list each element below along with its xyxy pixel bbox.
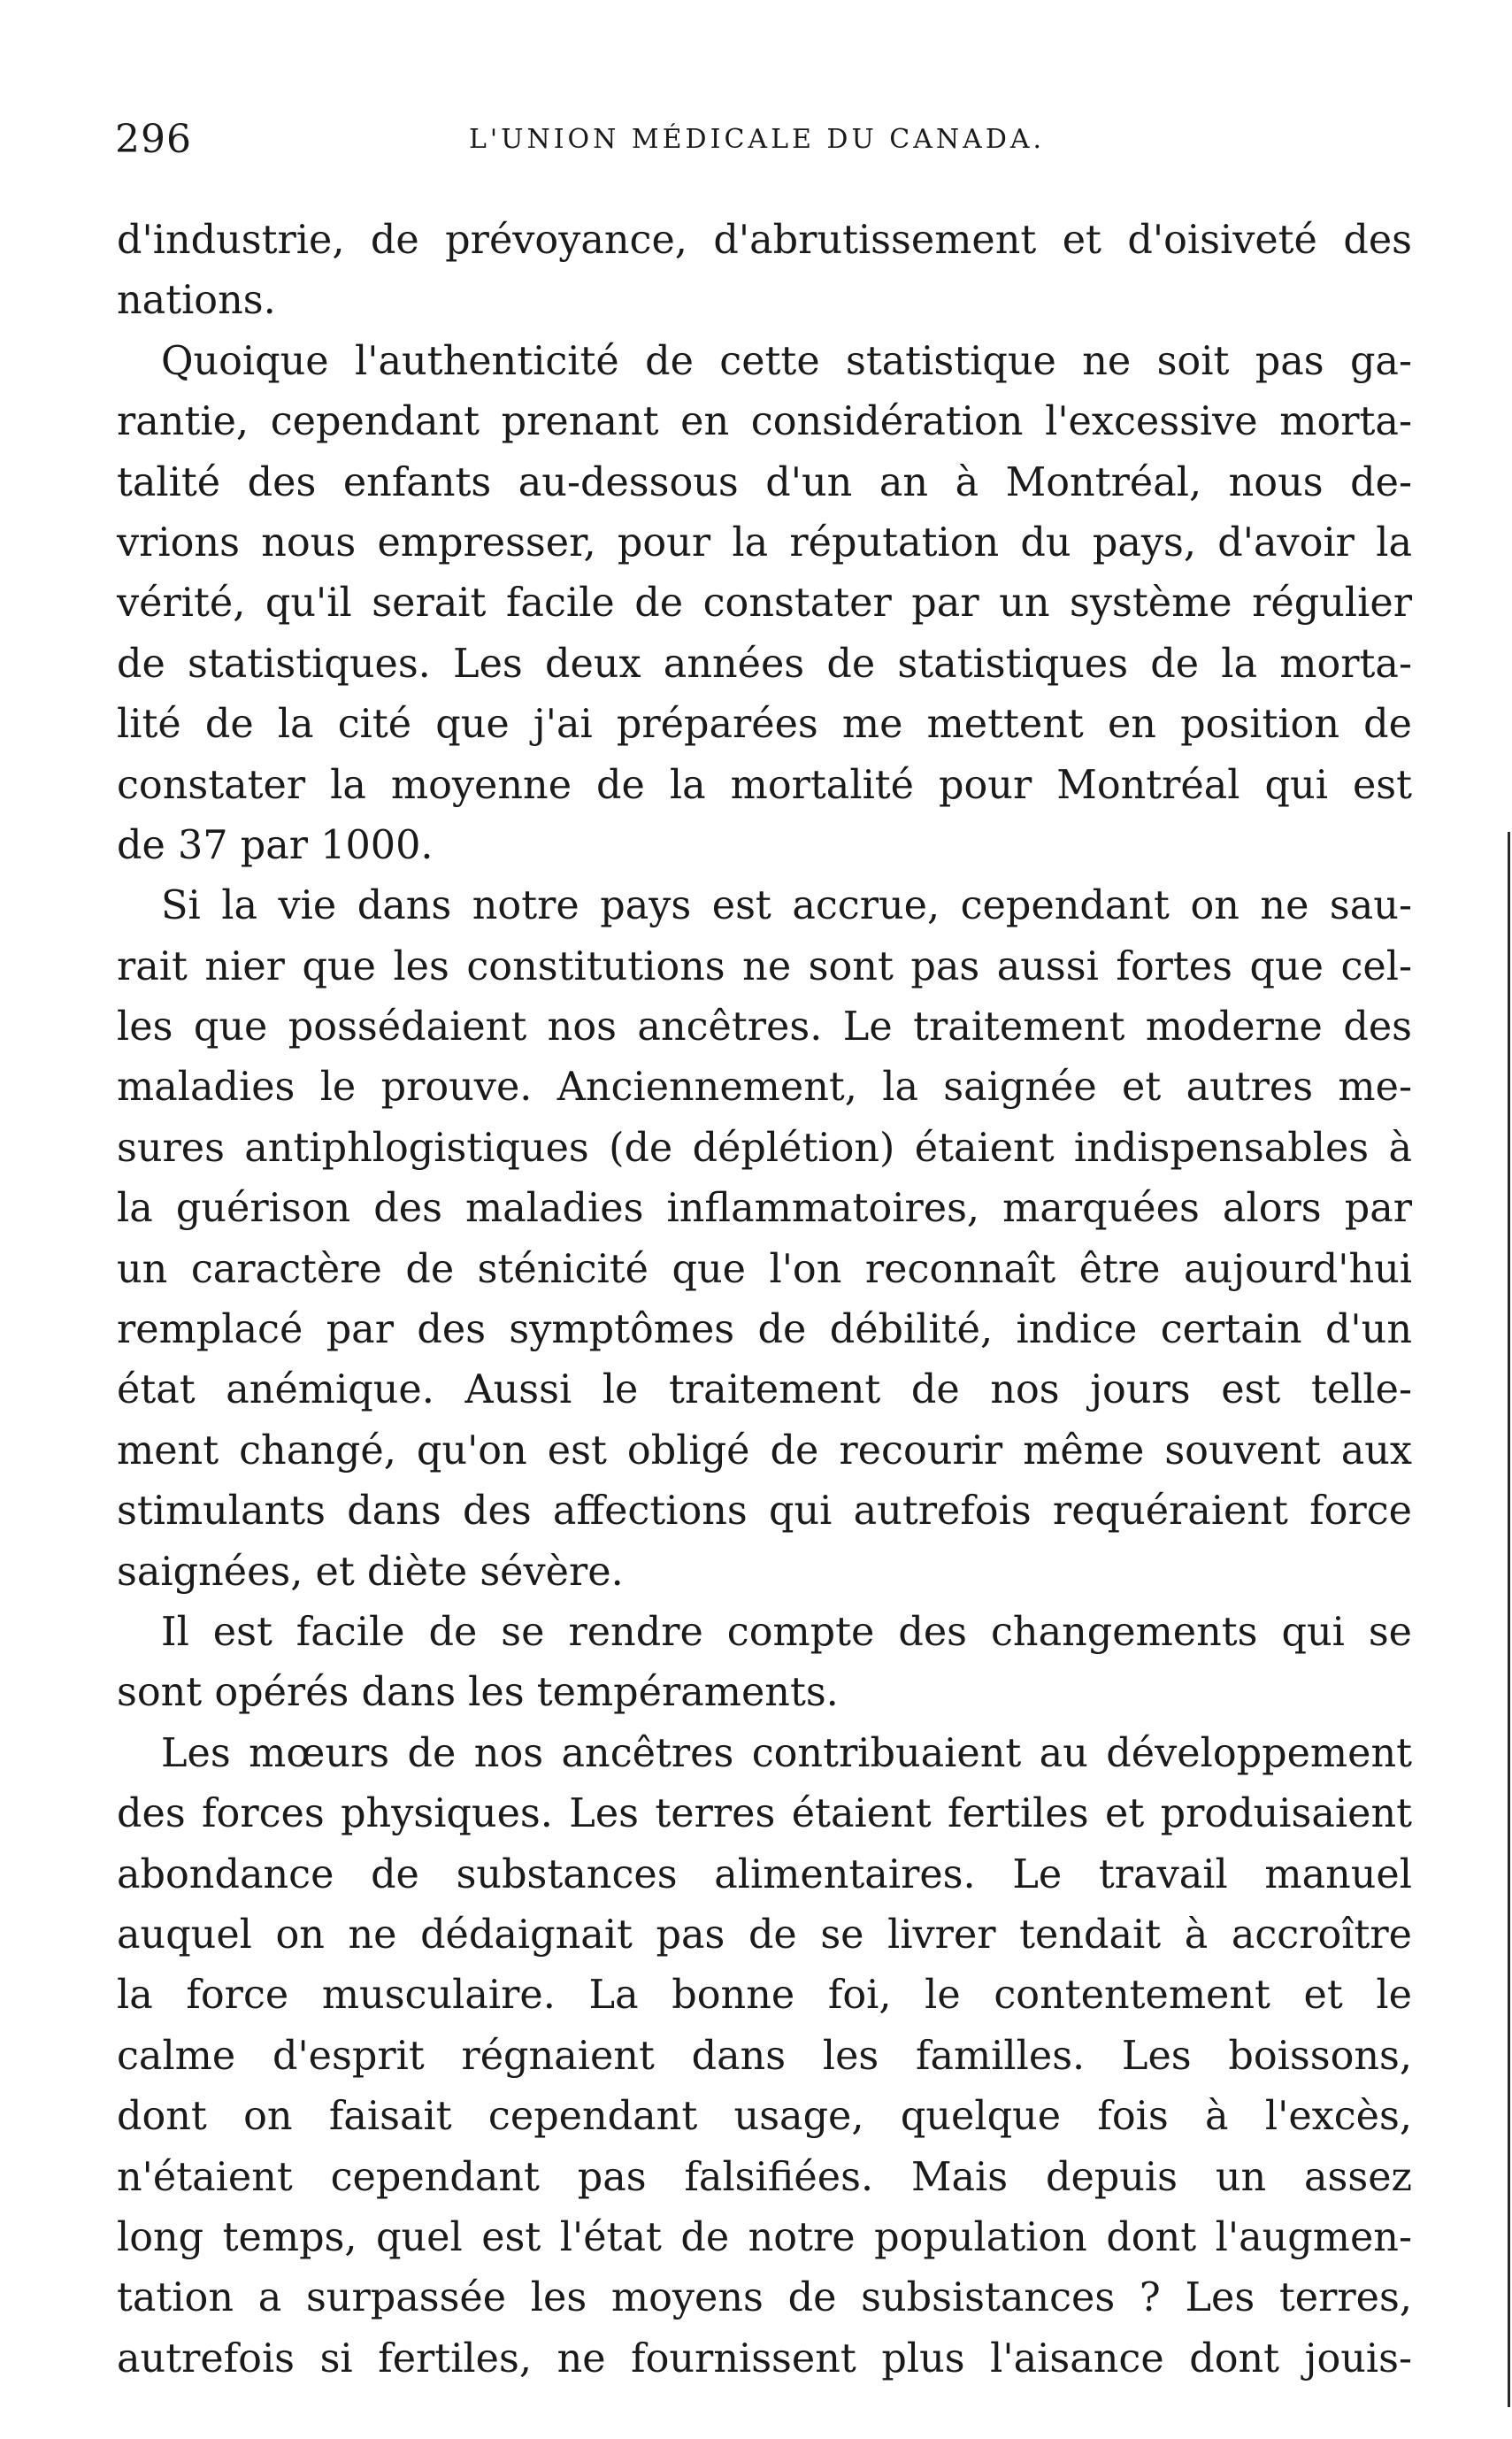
- text-line: autrefois si fertiles, ne fournissent plus l'aisance dont jouis-: [117, 2335, 1412, 2381]
- text-line: Si la vie dans notre pays est accrue, cependant on ne sau-: [161, 883, 1412, 929]
- text-line: tation a surpassée les moyens de subsistances ? Les terres,: [117, 2275, 1412, 2321]
- text-line: la guérison des maladies inflammatoires, marquées alors par: [117, 1186, 1412, 1232]
- text-line: rantie, cependant prenant en considération l'excessive morta-: [117, 399, 1412, 445]
- page-header: [115, 113, 1407, 166]
- text-line: long temps, quel est l'état de notre population dont l'augmen-: [117, 2214, 1412, 2260]
- text-line: la force musculaire. La bonne foi, le contentement et le: [117, 1973, 1412, 2019]
- text-line: remplacé par des symptômes de débilité, indice certain d'un: [117, 1307, 1412, 1353]
- text-line: ment changé, qu'on est obligé de recourir même souvent aux: [117, 1427, 1412, 1473]
- body-text: [117, 211, 1412, 2389]
- text-line: rait nier que les constitutions ne sont pas aussi fortes que cel-: [117, 943, 1412, 989]
- page-edge-rule: [1508, 832, 1510, 2407]
- text-line: de 37 par 1000.: [117, 822, 434, 868]
- text-line: Les mœurs de nos ancêtres contribuaient au développement: [161, 1730, 1412, 1776]
- text-line: vérité, qu'il serait facile de constater par un système régulier: [117, 581, 1412, 627]
- text-line: sures antiphlogistiques (de déplétion) étaient indispensables à: [117, 1125, 1412, 1171]
- text-line: vrions nous empresser, pour la réputation du pays, d'avoir la: [117, 519, 1412, 566]
- text-line: auquel on ne dédaignait pas de se livrer tendait à accroître: [117, 1912, 1412, 1958]
- text-line: de statistiques. Les deux années de statistiques de la morta-: [117, 641, 1412, 687]
- text-line: état anémique. Aussi le traitement de nos jours est telle-: [117, 1367, 1412, 1413]
- text-line: calme d'esprit régnaient dans les familles. Les boissons,: [117, 2033, 1412, 2079]
- text-line: les que possédaient nos ancêtres. Le traitement moderne des: [117, 1004, 1412, 1050]
- text-line: sont opérés dans les tempéraments.: [117, 1670, 839, 1716]
- text-line: d'industrie, de prévoyance, d'abrutissement et d'oisiveté des: [117, 218, 1412, 263]
- text-line: lité de la cité que j'ai préparées me mettent en position de: [117, 702, 1412, 748]
- text-line: un caractère de sténicité que l'on reconnaît être aujourd'hui: [117, 1246, 1412, 1292]
- text-line: abondance de substances alimentaires. Le travail manuel: [117, 1851, 1412, 1897]
- text-line: talité des enfants au-dessous d'un an à Montréal, nous de-: [117, 459, 1412, 505]
- text-line: constater la moyenne de la mortalité pour Montréal qui est: [117, 762, 1412, 808]
- text-line: saignées, et diète sévère.: [117, 1549, 624, 1595]
- text-line: maladies le prouve. Anciennement, la saignée et autres me-: [117, 1065, 1412, 1111]
- text-line: nations.: [117, 278, 276, 324]
- text-line: des forces physiques. Les terres étaient fertiles et produisaient: [117, 1791, 1412, 1837]
- text-line: dont on faisait cependant usage, quelque fois à l'excès,: [117, 2094, 1412, 2140]
- text-line: Quoique l'authenticité de cette statistique ne soit pas ga-: [161, 338, 1412, 384]
- text-line: stimulants dans des affections qui autrefois requéraient force: [117, 1489, 1412, 1535]
- page-number: 296: [115, 117, 192, 162]
- text-line: n'étaient cependant pas falsifiées. Mais depuis un assez: [117, 2154, 1412, 2200]
- running-title: L'UNION MÉDICALE DU CANADA.: [469, 124, 1046, 155]
- text-line: Il est facile de se rendre compte des changements qui se: [161, 1609, 1412, 1655]
